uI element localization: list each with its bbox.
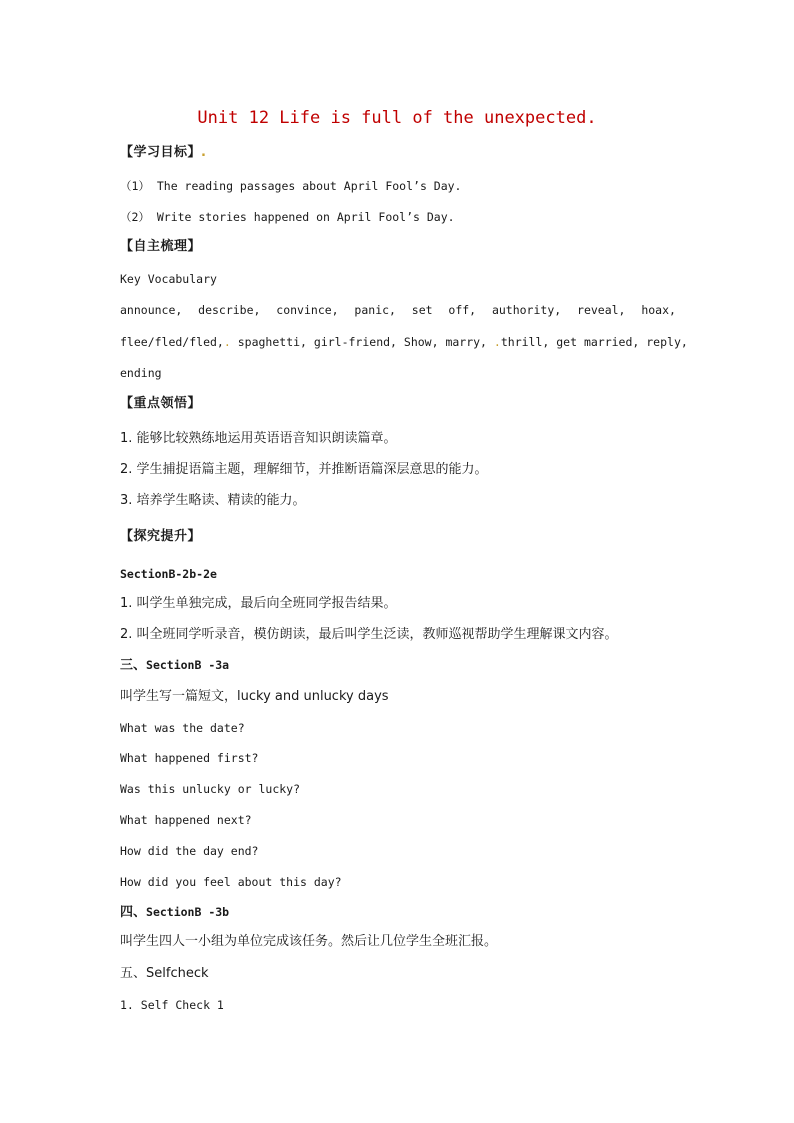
explore-heading: 【探究提升】 <box>120 529 202 544</box>
question-2: What happened first? <box>120 751 259 765</box>
vocab-line-3: ending <box>120 366 162 380</box>
vocab-line-2 <box>120 334 688 350</box>
section-3a-task: 叫学生写一篇短文，lucky and unlucky days <box>120 689 389 704</box>
section-3a-label: SectionB -3a <box>146 658 230 672</box>
vocab-line-2-part-a: flee/fled/fled, <box>120 335 224 349</box>
vocab-line-1 <box>120 302 676 318</box>
section-3b-heading <box>120 904 676 921</box>
unit-title: Unit 12 Life is full of the unexpected. <box>197 108 597 128</box>
vocab-word: authority, <box>491 303 562 317</box>
vocab-line-2-mark: . <box>223 335 231 349</box>
objectives-mark: . <box>201 145 207 160</box>
section-3a-heading <box>120 657 676 674</box>
key-points-heading: 【重点领悟】 <box>120 396 202 411</box>
explore-item-1: 1. 叫学生单独完成，最后向全班同学报告结果。 <box>120 596 397 611</box>
question-6: How did you feel about this day? <box>120 875 342 889</box>
key-point-item-3: 3. 培养学生略读、精读的能力。 <box>120 493 306 508</box>
key-point-item-1: 1. 能够比较熟练地运用英语语音知识朗读篇章。 <box>120 431 397 446</box>
vocab-word: set <box>411 303 433 317</box>
vocab-line-2-part-c: thrill, get married, reply, <box>500 335 688 349</box>
section-3b-label: SectionB -3b <box>146 905 230 919</box>
objectives-heading-text: 【学习目标】 <box>120 145 202 160</box>
vocab-word: off, <box>448 303 477 317</box>
self-study-heading: 【自主梳理】 <box>120 239 202 254</box>
vocab-line-2-mark-2: . <box>493 335 501 349</box>
objective-item-1: （1） The reading passages about April Fool’s Day. <box>120 179 462 193</box>
vocab-word: reveal, <box>577 303 626 317</box>
question-5: How did the day end? <box>120 844 259 858</box>
section-3b-prefix: 四、 <box>120 905 147 920</box>
vocab-word: describe, <box>198 303 261 317</box>
vocab-word: hoax, <box>641 303 676 317</box>
key-point-item-2: 2. 学生捕捉语篇主题，理解细节，并推断语篇深层意思的能力。 <box>120 462 488 477</box>
section-b-2b-label: SectionB-2b-2e <box>120 567 217 581</box>
question-3: Was this unlucky or lucky? <box>120 782 301 796</box>
vocab-word: panic, <box>354 303 396 317</box>
question-4: What happened next? <box>120 813 252 827</box>
section-3a-prefix: 三、 <box>120 658 147 673</box>
vocab-word: convince, <box>276 303 339 317</box>
section-3b-task: 叫学生四人一小组为单位完成该任务。然后让几位学生全班汇报。 <box>120 934 498 949</box>
vocab-line-2-part-b: spaghetti, girl-friend, Show, marry, <box>237 335 487 349</box>
vocab-label: Key Vocabulary <box>120 272 217 286</box>
selfcheck-item: 1. Self Check 1 <box>120 998 224 1012</box>
objective-item-2: （2） Write stories happened on April Fool’s Day. <box>120 210 455 224</box>
objectives-heading <box>120 145 676 161</box>
explore-item-2: 2. 叫全班同学听录音，模仿朗读，最后叫学生泛读，教师巡视帮助学生理解课文内容。 <box>120 627 618 642</box>
selfcheck-heading: 五、Selfcheck <box>120 966 209 981</box>
question-1: What was the date? <box>120 721 245 735</box>
vocab-word: announce, <box>120 303 183 317</box>
